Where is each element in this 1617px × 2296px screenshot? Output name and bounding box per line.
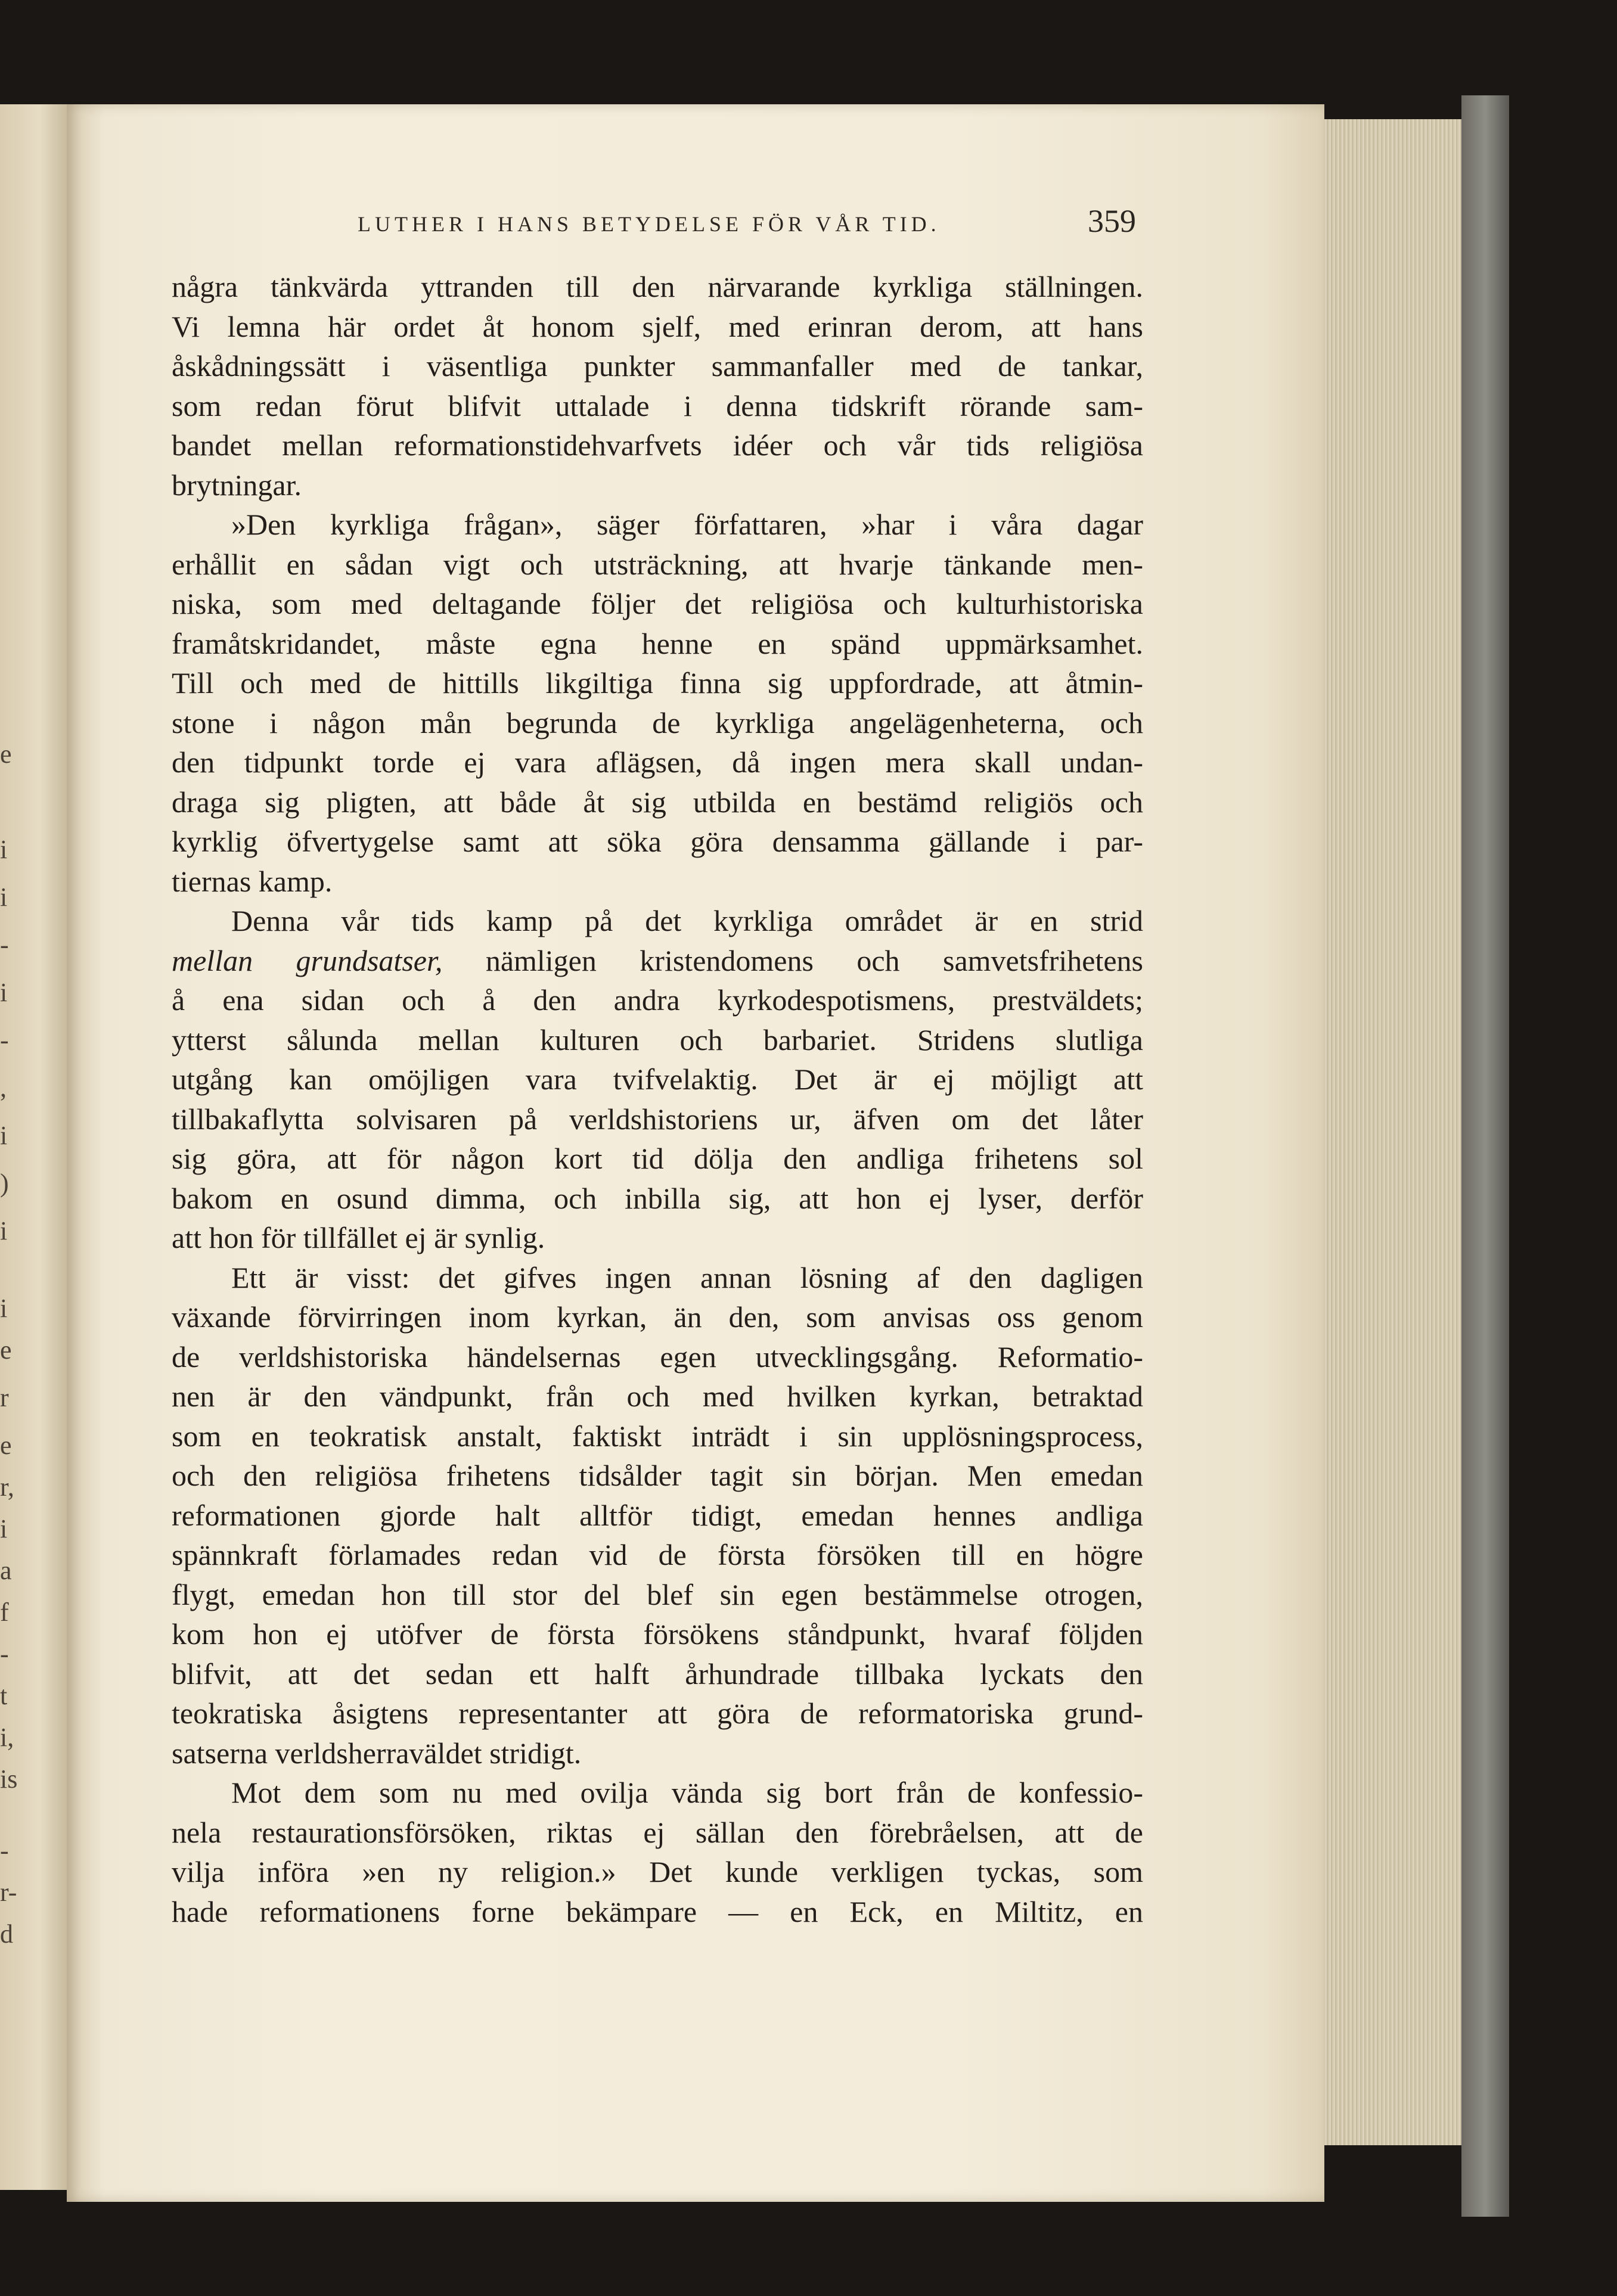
facing-page-fragment: d (0, 1919, 13, 1949)
text-line: nen är den vändpunkt, från och med hvilken kyrkan, betraktad (172, 1380, 1143, 1413)
facing-page-fragment: i (0, 1216, 8, 1245)
text-line: blifvit, att det sedan ett halft århundrade tillbaka lyckats den (172, 1657, 1143, 1691)
text-line: hade reformationens forne bekämpare — en Eck, en Miltitz, en (172, 1894, 1143, 1928)
facing-page-fragment: r, (0, 1472, 14, 1502)
body-text (172, 267, 1143, 1931)
facing-page-fragment: - (0, 1836, 9, 1865)
facing-page-fragment: - (0, 1026, 9, 1055)
text-line: niska, som med deltagande följer det religiösa och kulturhistoriska (172, 587, 1143, 620)
facing-page-fragment: ) (0, 1169, 9, 1198)
text-line: brytningar. (172, 468, 302, 502)
text-line: framåtskridandet, måste egna henne en spänd uppmärksamhet. (172, 626, 1143, 660)
paragraph-3 (172, 901, 1143, 1258)
facing-page-edge (0, 104, 67, 2190)
text-line: stone i någon mån begrunda de kyrkliga angelägenheterna, och (172, 706, 1143, 740)
text-line: växande förvirringen inom kyrkan, än den, som anvisas oss genom (172, 1300, 1143, 1334)
facing-page-fragment: i (0, 1121, 8, 1150)
text-line: nela restaurationsförsöken, riktas ej sällan den förebråelsen, att de (172, 1815, 1143, 1849)
facing-page-fragment: f (0, 1598, 9, 1627)
text-line: sig göra, att för någon kort tid dölja den andliga frihetens sol (172, 1142, 1143, 1175)
italic-phrase: mellan grundsatser, (172, 943, 443, 977)
facing-page-fragment: i (0, 1294, 8, 1323)
text-line: kom hon ej utöfver de första försökens ståndpunkt, hvaraf följden (172, 1617, 1143, 1651)
facing-page-fragment: i (0, 883, 8, 912)
paragraph-2 (172, 505, 1143, 901)
facing-page-fragment: e (0, 1335, 12, 1365)
text-line: ytterst sålunda mellan kulturen och barbariet. Stridens slutliga (172, 1023, 1143, 1057)
page-number: 359 (1088, 203, 1136, 239)
text-line: tiernas kamp. (172, 864, 333, 898)
text-line: den tidpunkt torde ej vara aflägsen, då ingen mera skall undan- (172, 745, 1143, 779)
text-line: de verldshistoriska händelsernas egen utvecklingsgång. Reformatio- (172, 1340, 1143, 1374)
text-line: »Den kyrkliga frågan», säger författaren, »har i våra dagar (231, 508, 1143, 541)
facing-page-fragment: i, (0, 1723, 14, 1752)
facing-page-fragment: e (0, 740, 12, 769)
text-line: reformationen gjorde halt alltför tidigt, emedan hennes andliga (172, 1498, 1143, 1532)
facing-page-fragment: a (0, 1556, 12, 1585)
text-line: å ena sidan och å den andra kyrkodespotismens, prestväldets; (172, 983, 1143, 1017)
text-line (172, 941, 1143, 981)
text-line: tillbakaflytta solvisaren på verldshistoriens ur, äfven om det låter (172, 1102, 1143, 1136)
text-line: Mot dem som nu med ovilja vända sig bort från de konfessio- (231, 1776, 1143, 1809)
paragraph-5 (172, 1773, 1143, 1931)
text-line: teokratiska åsigtens representanter att göra de reformatoriska grund- (172, 1697, 1143, 1730)
facing-page-fragment: t (0, 1681, 8, 1710)
text-line: Denna vår tids kamp på det kyrkliga området är en strid (231, 904, 1143, 937)
text-line: bandet mellan reformationstidehvarfvets idéer och vår tids religiösa (172, 428, 1143, 462)
text-line: utgång kan omöjligen vara tvifvelaktig. Det är ej möjligt att (172, 1062, 1143, 1096)
facing-page-fragment: - (0, 930, 9, 959)
text-line: Till och med de hittills likgiltiga finna sig uppfordrade, att åtmin- (172, 666, 1143, 700)
text-line: bakom en osund dimma, och inbilla sig, att hon ej lyser, derför (172, 1181, 1143, 1215)
facing-page-fragment: i (0, 978, 8, 1007)
text-line: spännkraft förlamades redan vid de första försöken till en högre (172, 1538, 1143, 1571)
facing-page-fragment: r- (0, 1878, 17, 1907)
text-line: erhållit en sådan vigt och utsträckning, att hvarje tänkande men- (172, 547, 1143, 581)
text-line: att hon för tillfället ej är synlig. (172, 1221, 545, 1254)
facing-page-fragment: - (0, 1639, 9, 1669)
paragraph-1 (172, 267, 1143, 505)
running-head: LUTHER I HANS BETYDELSE FÖR VÅR TID. (358, 212, 941, 236)
text-line: kyrklig öfvertygelse samt att söka göra densamma gällande i par- (172, 825, 1143, 858)
facing-page-fragment: i (0, 1514, 8, 1543)
facing-page-fragment: i (0, 835, 8, 864)
text-line: flygt, emedan hon till stor del blef sin egen bestämmelse otrogen, (172, 1577, 1143, 1611)
text-line: draga sig pligten, att både åt sig utbilda en bestämd religiös och (172, 785, 1143, 819)
facing-page-fragment: r (0, 1383, 9, 1412)
text-line: vilja införa »en ny religion.» Det kunde verkligen tyckas, som (172, 1855, 1143, 1888)
text-line: Vi lemna här ordet åt honom sjelf, med erinran derom, att hans (172, 309, 1143, 343)
page-block-edges (1324, 119, 1461, 2145)
facing-page-fragment: is (0, 1764, 18, 1794)
book-cover-board (1461, 95, 1509, 2217)
text-line: Ett är visst: det gifves ingen annan lösning af den dagligen (231, 1260, 1143, 1294)
text-span: nämligen kristendomens och samvetsfrihetens (442, 943, 1143, 977)
facing-page-fragment: , (0, 1073, 7, 1102)
text-line: åskådningssätt i väsentliga punkter sammanfaller med de tankar, (172, 349, 1143, 383)
facing-page-fragment: e (0, 1431, 12, 1460)
text-line: satserna verldsherraväldet stridigt. (172, 1736, 582, 1770)
text-line: som redan förut blifvit uttalade i denna tidskrift rörande sam- (172, 389, 1143, 422)
paragraph-4 (172, 1258, 1143, 1773)
text-line: som en teokratisk anstalt, faktiskt inträdt i sin upplösningsprocess, (172, 1419, 1143, 1453)
text-line: några tänkvärda yttranden till den närvarande kyrkliga ställningen. (172, 270, 1143, 303)
text-line: och den religiösa frihetens tidsålder tagit sin början. Men emedan (172, 1459, 1143, 1492)
